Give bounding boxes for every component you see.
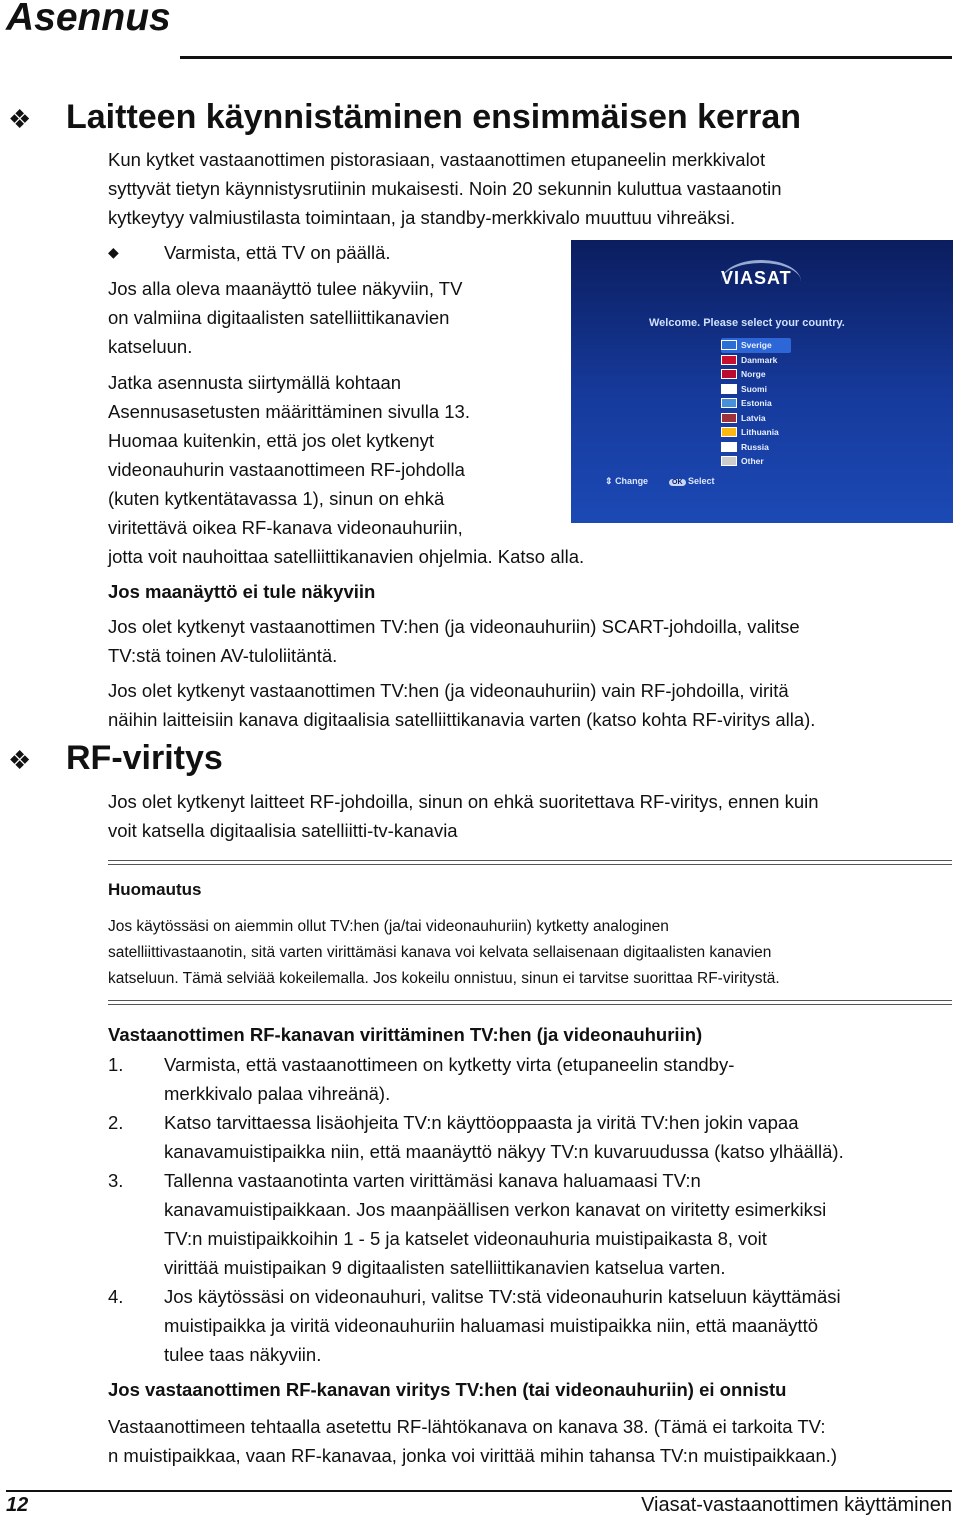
country-item: Lithuania: [721, 425, 791, 440]
paragraph-scart: Jos olet kytkenyt vastaanottimen TV:hen (ja videonauhuriin) SCART-johdoilla, valitse TV:stä toinen AV-tuloliitäntä.: [108, 616, 800, 666]
fail-heading: Jos vastaanottimen RF-kanavan viritys TV:hen (tai videonauhuriin) ei onnistu: [108, 1379, 787, 1400]
country-item: Other: [721, 454, 791, 469]
step-text: Tallenna vastaanotinta varten virittämäsi kanava haluamaasi TV:n kanavamuistipaikkaan. Jos maanpäällisen verkon kanavat on viritetty esimerkiksi TV:n muistipaikkoihin 1 - 5 ja katselet videonauhuria muistipaikasta 8, voit virittää muistipaikan 9 digitaalisten satelliittikanavien katselua varten.: [164, 1170, 827, 1278]
ok-button-icon: OK: [669, 479, 686, 486]
flag-icon: [721, 413, 737, 423]
viasat-logo: VIASAT: [721, 268, 792, 288]
paragraph-continue: Jatka asennusta siirtymällä kohtaan Asennusasetusten määrittäminen sivulla 13. Huomaa kuitenkin, että jos olet kytkenyt videonauhurin vastaanottimeen RF-johdolla (kuten kytkentätavassa 1), sinun on ehkä viritettävä oikea RF-kanava videonauhuriin, jotta voit nauhoittaa satelliittikanavien ohjelmia. Katso alla.: [108, 372, 585, 567]
step-number: 2.: [108, 1112, 124, 1133]
procedure-heading: Vastaanottimen RF-kanavan virittäminen TV:hen (ja videonauhuriin): [108, 1024, 703, 1045]
country-item: Danmark: [721, 353, 791, 368]
section-diamond-icon: ❖: [8, 745, 32, 775]
subheading-no-screen: Jos maanäyttö ei tule näkyviin: [108, 581, 376, 602]
paragraph-rf-only: Jos olet kytkenyt vastaanottimen TV:hen (ja videonauhuriin) vain RF-johdoilla, viritä näihin laitteisiin kanava digitaalisia satelliittikanavia varten (katso kohta RF-viritys alla).: [108, 680, 816, 730]
flag-icon: [721, 427, 737, 437]
country-item: Latvia: [721, 411, 791, 426]
flag-icon: [721, 355, 737, 365]
country-item: Russia: [721, 440, 791, 455]
note-top-rule: [108, 864, 952, 865]
flag-icon: [721, 340, 737, 350]
paragraph-screen-visible: Jos alla oleva maanäyttö tulee näkyviin, TV on valmiina digitaalisten satelliittikanavien katseluun.: [108, 278, 463, 357]
flag-icon: [721, 456, 737, 466]
welcome-text: Welcome. Please select your country.: [649, 317, 845, 329]
country-item: Estonia: [721, 396, 791, 411]
change-hint: ⇕ Change: [605, 476, 649, 486]
flag-icon: [721, 384, 737, 394]
header-rule: [180, 56, 952, 59]
section-heading-first-start: Laitteen käynnistäminen ensimmäisen kerran: [66, 98, 802, 136]
flag-icon: [721, 442, 737, 452]
footer-rule: [6, 1490, 952, 1492]
intro-paragraph: Kun kytket vastaanottimen pistorasiaan, vastaanottimen etupaneelin merkkivalot syttyvät tietyn käynnistysrutiinin mukaisesti. Noin 20 sekunnin kuluttua vastaanotin kytkeytyy valmiustilasta toimintaan, ja standby-merkkivalo muuttuu vihreäksi.: [108, 149, 782, 228]
flag-icon: [721, 369, 737, 379]
section-heading-rf: RF-viritys: [66, 739, 223, 777]
step-text: Jos käytössäsi on videonauhuri, valitse TV:stä videonauhurin katseluun käyttämäsi muistipaikka ja viritä videonauhuriin haluamasi muistipaikka niin, että maanäyttö tulee taas näkyviin.: [164, 1286, 841, 1365]
note-text: Jos käytössäsi on aiemmin ollut TV:hen (ja/tai videonauhuriin) kytketty analoginen satelliittivastaanotin, sitä varten virittämäsi kanava voi kelvata sellaisenaan digitaalisten kanavien katseluun. Tämä selviää kokeilemalla. Jos kokeilu onnistuu, sinun ei tarvitse suorittaa RF-viritystä.: [108, 918, 780, 987]
section-diamond-icon: ❖: [8, 104, 32, 134]
country-item: Norge: [721, 367, 791, 382]
bullet-diamond-icon: ◆: [108, 244, 119, 260]
country-list: [721, 338, 791, 469]
bullet-item: Varmista, että TV on päällä.: [164, 242, 391, 263]
note-top-rule: [108, 860, 952, 861]
paragraph-rf-intro: Jos olet kytkenyt laitteet RF-johdoilla, sinun on ehkä suoritettava RF-viritys, ennen kuin voit katsella digitaalisia satelliitti-tv-kanavia: [108, 791, 819, 841]
country-item: Suomi: [721, 382, 791, 397]
fail-paragraph: Vastaanottimeen tehtaalla asetettu RF-lähtökanava on kanava 38. (Tämä ei tarkoita TV: n muistipaikkaa, vaan RF-kanavaa, jonka voi virittää mihin tahansa TV:n muistipaikkaan.): [108, 1416, 838, 1466]
step-number: 3.: [108, 1170, 124, 1191]
step-text: Katso tarvittaessa lisäohjeita TV:n käyttöoppaasta ja viritä TV:hen jokin vapaa kanavamuistipaikka niin, että maanäyttö näkyy TV:n kuvaruudussa (katso ylhäällä).: [164, 1112, 844, 1162]
country-item: Sverige: [721, 338, 791, 353]
page-number: 12: [6, 1494, 29, 1516]
step-text: Varmista, että vastaanottimeen on kytketty virta (etupaneelin standby- merkkivalo palaa vihreänä).: [164, 1054, 735, 1104]
flag-icon: [721, 398, 737, 408]
page-header-title: Asennus: [6, 0, 171, 39]
tv-welcome-screen-image: [571, 240, 953, 523]
note-bottom-rule: [108, 1004, 952, 1005]
note-bottom-rule: [108, 1000, 952, 1001]
step-number: 4.: [108, 1286, 124, 1307]
step-number: 1.: [108, 1054, 124, 1075]
note-title: Huomautus: [108, 880, 202, 899]
up-down-arrow-icon: ⇕: [605, 476, 613, 486]
select-hint: OK Select: [669, 476, 715, 486]
footer-title: Viasat-vastaanottimen käyttäminen: [641, 1494, 952, 1516]
